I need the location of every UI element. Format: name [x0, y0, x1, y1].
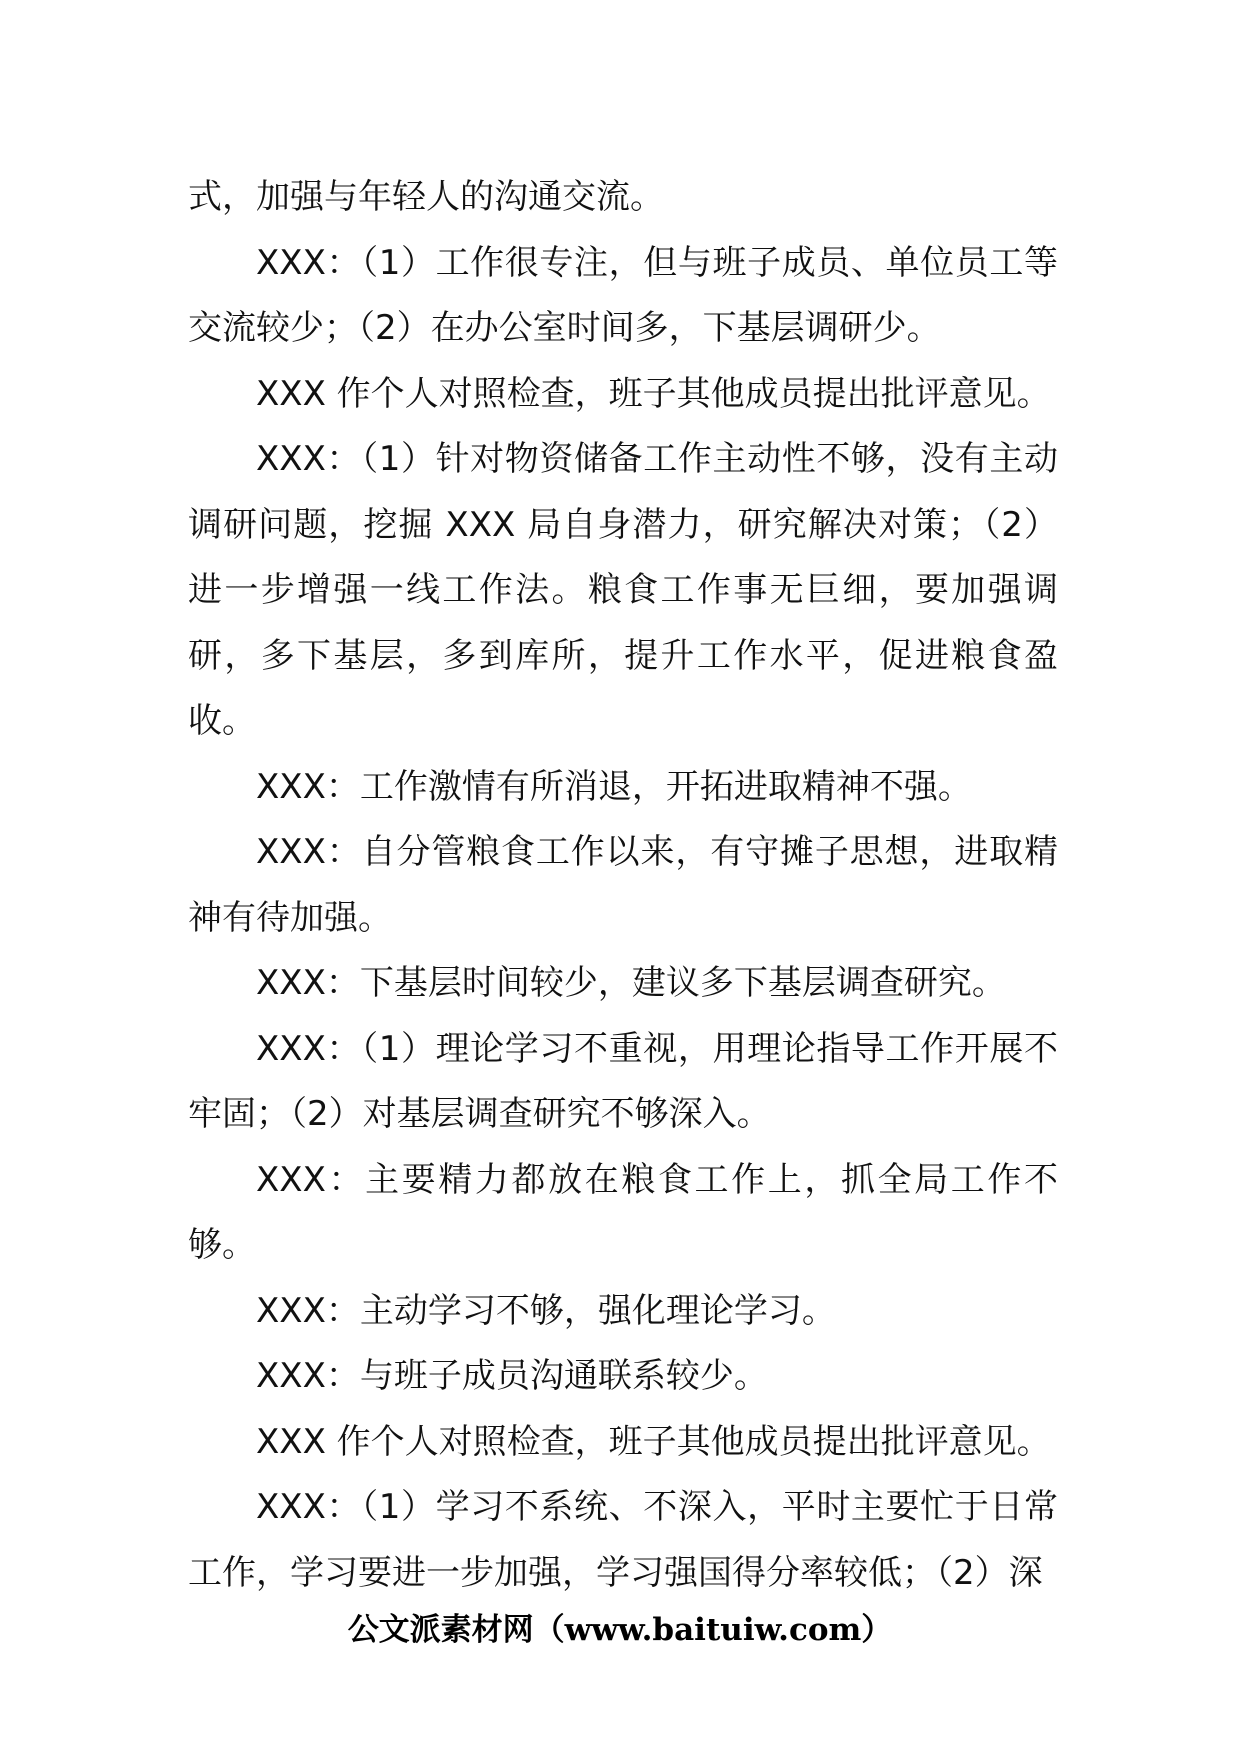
paragraph-6: XXX：自分管粮食工作以来，有守摊子思想，进取精神有待加强。	[188, 832, 1058, 938]
paragraph-1: 式，加强与年轻人的沟通交流。	[188, 177, 664, 217]
paragraph-9: XXX：主要精力都放在粮食工作上，抓全局工作不够。	[188, 1159, 1058, 1265]
paragraph-11: XXX：与班子成员沟通联系较少。	[256, 1356, 768, 1396]
paragraph-13: XXX：（1）学习不系统、不深入，平时主要忙于日常工作，学习要进一步加强，学习强国得分率较低；（2）深	[188, 1487, 1058, 1593]
document-body	[188, 165, 1058, 1606]
footer-watermark: 公文派素材网（www.baituiw.com）	[347, 1612, 893, 1648]
paragraph-10: XXX：主动学习不够，强化理论学习。	[256, 1290, 836, 1331]
paragraph-12: XXX 作个人对照检查，班子其他成员提出批评意见。	[256, 1421, 1051, 1462]
paragraph-4: XXX：（1）针对物资储备工作主动性不够，没有主动调研问题，挖掘 XXX 局自身潜力，研究解决对策；（2）进一步增强一线工作法。粮食工作事无巨细，要加强调研，多下基层，多到库所，提升工作水平，促进粮食盈收。	[188, 439, 1058, 741]
paragraph-5: XXX：工作激情有所消退，开拓进取精神不强。	[256, 766, 972, 807]
paragraph-3: XXX 作个人对照检查，班子其他成员提出批评意见。	[256, 373, 1051, 414]
paragraph-7: XXX：下基层时间较少，建议多下基层调查研究。	[256, 963, 1006, 1003]
paragraph-8: XXX：（1）理论学习不重视，用理论指导工作开展不牢固；（2）对基层调查研究不够深入。	[188, 1028, 1058, 1134]
paragraph-2: XXX：（1）工作很专注，但与班子成员、单位员工等交流较少；（2）在办公室时间多，下基层调研少。	[188, 242, 1058, 348]
